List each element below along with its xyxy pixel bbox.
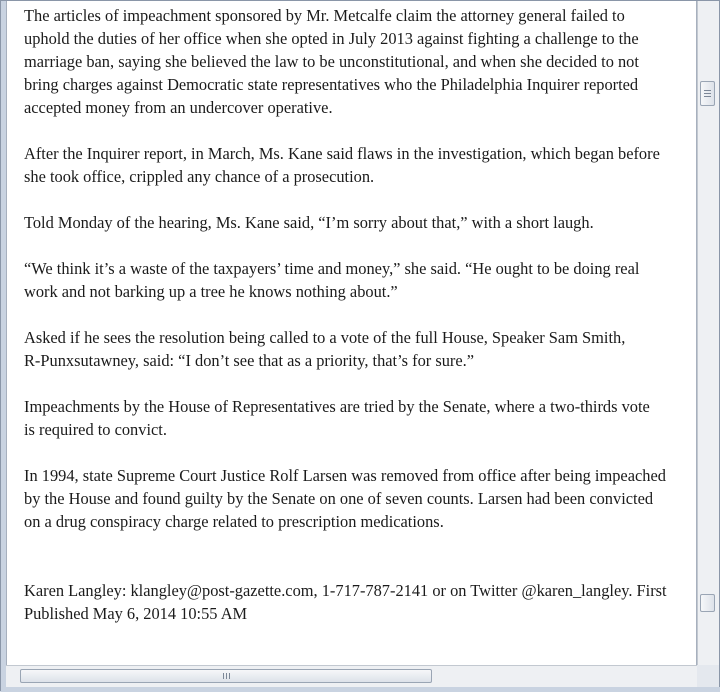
vertical-scrollbar[interactable]: [697, 1, 719, 665]
window-bottom-border: [1, 687, 720, 692]
text-line: “We think it’s a waste of the taxpayers’ time and money,” she said. “He ought to be doing real: [24, 259, 640, 278]
grip-line: [704, 90, 711, 91]
article-paragraph: [24, 257, 697, 303]
text-line: by the House and found guilty by the Senate on one of seven counts. Larsen had been convicted: [24, 489, 654, 508]
article-paragraph: [24, 326, 697, 372]
grip-line: [704, 93, 711, 94]
text-line: bring charges against Democratic state representatives who the Philadelphia Inquirer reported: [24, 75, 639, 94]
text-line: Asked if he sees the resolution being called to a vote of the full House, Speaker Sam Smith,: [24, 328, 626, 347]
author-footer: [24, 579, 697, 625]
horizontal-scroll-thumb[interactable]: [20, 669, 432, 683]
article-paragraph: [24, 395, 697, 441]
text-line: work and not barking up a tree he knows nothing about.”: [24, 282, 398, 301]
grip-line: [223, 673, 224, 679]
grip-line: [229, 673, 230, 679]
grip-line: [226, 673, 227, 679]
scrollbar-corner: [697, 665, 719, 687]
text-line: The articles of impeachment sponsored by Mr. Metcalfe claim the attorney general failed to: [24, 6, 625, 25]
article-paragraph: [24, 142, 697, 188]
text-line: on a drug conspiracy charge related to prescription medications.: [24, 512, 444, 531]
text-line: Impeachments by the House of Representatives are tried by the Senate, where a two-thirds vote: [24, 397, 650, 416]
grip-line: [704, 96, 711, 97]
text-line: After the Inquirer report, in March, Ms. Kane said flaws in the investigation, which began before: [24, 144, 660, 163]
article-paragraph: [24, 464, 697, 533]
text-line: accepted money from an undercover operative.: [24, 98, 333, 117]
text-line: R-Punxsutawney, said: “I don’t see that as a priority, that’s for sure.”: [24, 351, 475, 370]
text-line: uphold the duties of her office when she opted in July 2013 against fighting a challenge to the: [24, 29, 639, 48]
article-body: [24, 4, 697, 648]
horizontal-scrollbar[interactable]: [6, 665, 697, 687]
text-line: Published May 6, 2014 10:55 AM: [24, 604, 248, 623]
article-text-area[interactable]: [6, 1, 697, 665]
text-line: is required to convict.: [24, 420, 167, 439]
vertical-scroll-thumb-secondary[interactable]: [700, 594, 715, 612]
article-paragraph: [24, 4, 697, 119]
text-line: Told Monday of the hearing, Ms. Kane said, “I’m sorry about that,” with a short laugh.: [24, 213, 594, 232]
text-line: In 1994, state Supreme Court Justice Rolf Larsen was removed from office after being impeached: [24, 466, 666, 485]
text-line: she took office, crippled any chance of a prosecution.: [24, 167, 375, 186]
text-line: Karen Langley: klangley@post-gazette.com, 1-717-787-2141 or on Twitter @karen_langley. First: [24, 581, 667, 600]
vertical-scroll-thumb[interactable]: [700, 81, 715, 106]
article-paragraph: [24, 211, 697, 234]
text-line: marriage ban, saying she believed the law to be unconstitutional, and when she decided to not: [24, 52, 639, 71]
